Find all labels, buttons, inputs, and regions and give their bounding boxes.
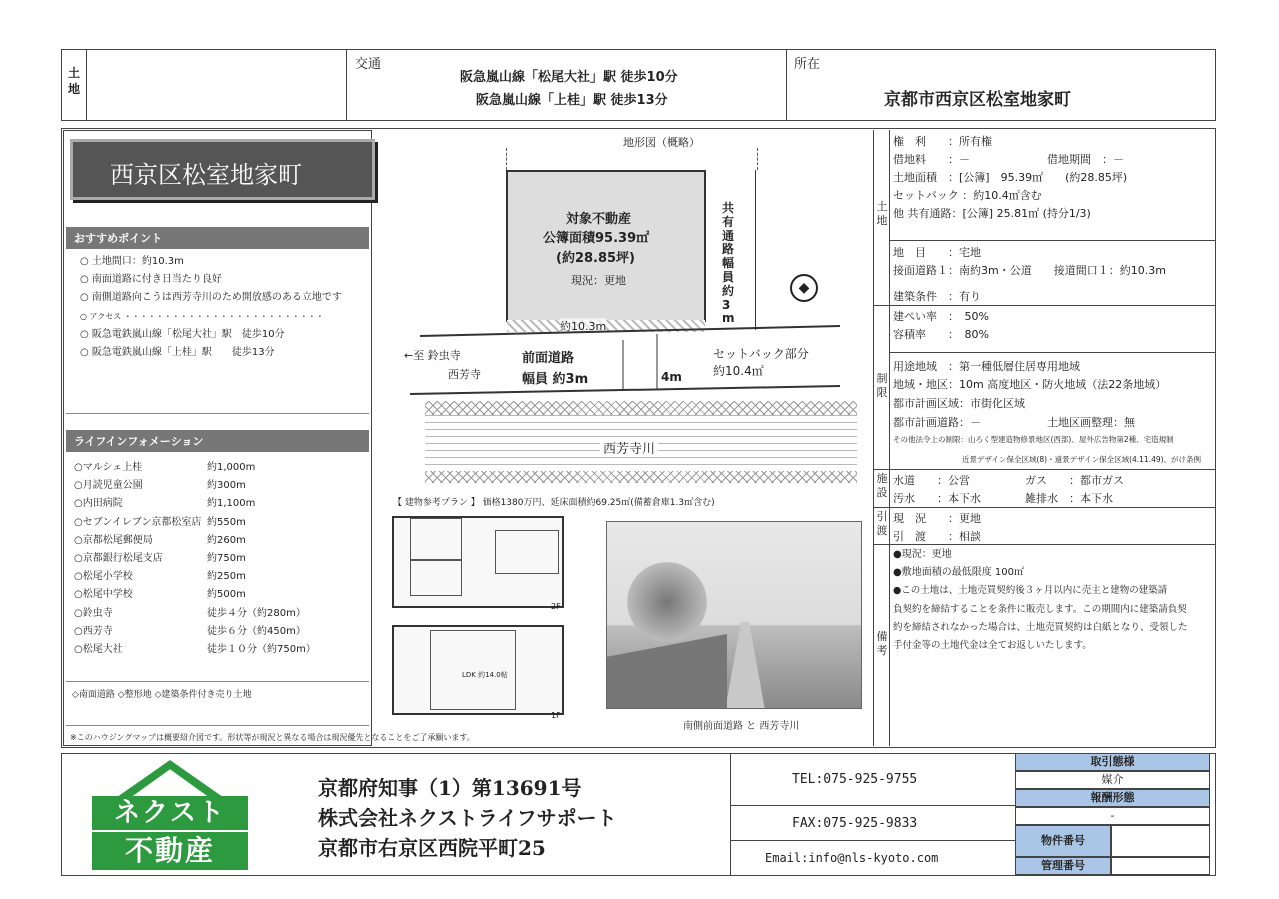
license: 京都府知事（1）第13691号 xyxy=(318,776,582,800)
life-item-name: ○京都松尾郵便局 xyxy=(74,534,153,546)
prop-no-value xyxy=(1111,825,1210,857)
points-head: おすすめポイント xyxy=(66,227,369,249)
prop-line1: 対象不動産 xyxy=(566,212,632,227)
mgmt-no-value xyxy=(1111,857,1210,875)
points-list xyxy=(80,253,342,362)
fax[interactable]: FAX:075-925-9833 xyxy=(792,816,918,831)
floor-room xyxy=(410,518,462,560)
life-item xyxy=(74,641,364,659)
life-item xyxy=(74,586,364,604)
life-item-name: ○月読児童公園 xyxy=(74,480,143,492)
divider xyxy=(730,840,1015,841)
fee-value: - xyxy=(1015,807,1210,825)
divider xyxy=(346,49,347,121)
divider xyxy=(873,507,1215,508)
life-list xyxy=(74,459,364,659)
logo-text1: ネクスト xyxy=(92,796,248,830)
right-row: 地 目 ：宅地 xyxy=(893,246,981,259)
life-item-distance: 約260m xyxy=(207,534,246,546)
divider xyxy=(86,49,87,121)
map-dashed-line xyxy=(506,148,507,170)
deal-value: 媒介 xyxy=(1015,771,1210,789)
handover-section-label: 引渡 xyxy=(876,510,888,538)
life-item-name: ○松尾中学校 xyxy=(74,589,133,601)
divider xyxy=(873,469,1215,470)
life-item-name: ○マルシェ上桂 xyxy=(74,462,143,473)
list-item: ●敷地面積の最低限度 100㎡ xyxy=(893,567,1024,579)
photo-caption: 南側前面道路 と 西芳寺川 xyxy=(683,721,800,732)
footnote: ※このハウジングマップは概要紹介図です。形状等が現況と異なる場合は現況優先となることをご了承願います。 xyxy=(70,733,475,742)
plan-title: 【 建物参考プラン 】 価格1380万円、延床面積約69.25㎡(備蓄倉庫1.3㎡含む) xyxy=(393,498,715,508)
life-item-distance: 徒歩１０分（約750m） xyxy=(207,644,316,656)
right-row: セットバック ：約10.4㎡含む xyxy=(893,189,1042,202)
right-row: 建ぺい率 ： 50% xyxy=(893,310,989,323)
list-item: ●この土地は、土地売買契約後３ヶ月以内に売主と建物の建築請 xyxy=(893,585,1168,597)
river-bank xyxy=(425,471,857,483)
street-photo xyxy=(606,521,862,709)
list-item: ○ 土地間口：約10.3m xyxy=(80,256,184,267)
tel[interactable]: TEL:075-925-9755 xyxy=(792,772,918,787)
list-item: ○ アクセス ・・・・・・・・・・・・・・・・・・・・・・・・・ xyxy=(80,311,324,321)
prop-line2: 公簿面積95.39㎡ xyxy=(543,231,650,246)
life-item-distance: 約550m xyxy=(207,516,246,528)
company: 株式会社ネクストライフサポート xyxy=(318,806,617,830)
life-item-distance: 約750m xyxy=(207,553,246,565)
four-m: 4m xyxy=(661,370,682,384)
location-value: 京都市西京区松室地家町 xyxy=(884,90,1071,110)
right-row: 権 利 ：所有権 xyxy=(893,135,992,148)
life-head: ライフインフォメーション xyxy=(66,430,369,452)
right-row: 建築条件 ：有り xyxy=(893,290,981,303)
transport-line1: 阪急嵐山線「松尾大社」駅 徒歩10分 xyxy=(460,70,678,85)
floor-room xyxy=(410,560,462,596)
to-temple2: 西芳寺 xyxy=(448,368,481,381)
life-item xyxy=(74,459,364,477)
logo xyxy=(90,760,250,872)
divider xyxy=(889,240,1215,241)
notes-section-label: 備考 xyxy=(876,630,888,658)
email[interactable]: Email:info@nls-kyoto.com xyxy=(765,851,939,865)
life-item-distance: 徒歩６分（約450m） xyxy=(207,625,306,637)
prop-line4: 現況：更地 xyxy=(571,274,626,287)
features: ◇南面道路 ◇整形地 ◇建築条件付き売り土地 xyxy=(72,690,252,700)
divider xyxy=(730,805,1015,806)
prop-no-label: 物件番号 xyxy=(1015,825,1111,857)
right-row: その他法令上の制限：山ろく型建造物修景地区(西部)、屋外広告物第2種、宅造規制 xyxy=(893,435,1174,444)
ldk-label: LDK 約14.0帖 xyxy=(462,671,508,679)
road-line1: 前面道路 xyxy=(522,351,575,366)
divider xyxy=(66,413,369,414)
right-row: 地域・地区：10m 高度地区・防火地域（法22条地域） xyxy=(893,378,1167,391)
setback2: 約10.4㎡ xyxy=(713,364,764,378)
logo-text2: 不動産 xyxy=(92,832,248,870)
floor-label-2f: 2F xyxy=(551,602,561,611)
life-item-name: ○松尾大社 xyxy=(74,644,123,656)
life-item-name: ○松尾小学校 xyxy=(74,571,133,583)
transport-line2: 阪急嵐山線「上桂」駅 徒歩13分 xyxy=(476,93,668,108)
life-item xyxy=(74,532,364,550)
setback1: セットバック部分 xyxy=(713,347,809,361)
divider xyxy=(873,305,1215,306)
list-item: ○ 南面道路に付き日当たり良好 xyxy=(80,274,222,286)
right-row: 他 共有通路：[公簿] 25.81㎡ (持分1/3) xyxy=(893,207,1091,220)
divider xyxy=(730,753,731,876)
road-line2: 幅員 約3m xyxy=(522,372,589,387)
map-title: 地形図（概略） xyxy=(623,136,700,149)
life-item-name: ○セブンイレブン京都松室店 xyxy=(74,516,202,528)
header-land-label: 土地 xyxy=(68,66,81,96)
right-row: 水道 ：公営 ガス ：都市ガス xyxy=(893,474,1124,487)
notes-list xyxy=(893,546,1188,655)
divider xyxy=(889,352,1215,353)
right-row: 都市計画道路：－ 土地区画整理：無 xyxy=(893,416,1135,429)
address: 京都市右京区西院平町25 xyxy=(318,836,546,860)
mgmt-no-label: 管理番号 xyxy=(1015,857,1111,875)
life-item xyxy=(74,605,364,623)
property-lot xyxy=(506,170,706,322)
life-item xyxy=(74,495,364,513)
life-item-distance: 徒歩４分（約280m） xyxy=(207,607,306,619)
life-item xyxy=(74,477,364,495)
right-row: 近景デザイン保全区域(8)・遠景デザイン保全区域(4.11.49)、がけ条例 xyxy=(962,455,1202,464)
life-item-distance: 約500m xyxy=(207,589,246,601)
list-item: ○ 阪急電鉄嵐山線「上桂」駅 徒歩13分 xyxy=(80,347,275,359)
prop-line3: (約28.85坪) xyxy=(556,251,636,266)
right-row: 接面道路１：南約3m・公道 接道間口１：約10.3m xyxy=(893,264,1166,277)
right-row: 現 況 ：更地 xyxy=(893,512,981,525)
life-item-distance: 約250m xyxy=(207,571,246,583)
facility-section-label: 施設 xyxy=(876,472,888,500)
fee-head: 報酬形態 xyxy=(1015,789,1210,807)
list-item: ○ 南側道路向こうは西芳寺川のため開放感のある立地です xyxy=(80,292,342,304)
right-row: 汚水 ：本下水 雑排水 ：本下水 xyxy=(893,492,1113,505)
life-item-name: ○鈴虫寺 xyxy=(74,607,113,619)
life-item-name: ○西芳寺 xyxy=(74,625,113,637)
deal-head: 取引態様 xyxy=(1015,753,1210,771)
life-item-distance: 約1,000m xyxy=(207,462,256,473)
compass-icon: ◆ xyxy=(790,274,818,302)
area-title: 西京区松室地家町 xyxy=(110,161,302,189)
life-item xyxy=(74,623,364,641)
life-item-name: ○内田病院 xyxy=(74,498,123,510)
life-item-name: ○京都銀行松尾支店 xyxy=(74,553,163,565)
land-section-label: 土地 xyxy=(876,200,888,228)
life-item xyxy=(74,550,364,568)
list-item: 手付金等の土地代金は全てお返しいたします。 xyxy=(893,640,1092,652)
right-row: 用途地域 ：第一種低層住居専用地域 xyxy=(893,360,1080,373)
map-dashed-line xyxy=(757,148,758,170)
location-label: 所在 xyxy=(794,57,821,72)
right-row: 容積率 ： 80% xyxy=(893,328,989,341)
divider xyxy=(873,544,1215,545)
river-bank xyxy=(425,401,857,415)
floor-room xyxy=(495,530,559,574)
life-item-distance: 約1,100m xyxy=(207,498,256,510)
limit-section-label: 制限 xyxy=(876,372,888,400)
life-item xyxy=(74,514,364,532)
list-item: 約を締結されなかった場合は、土地売買契約は白紙となり、受領した xyxy=(893,621,1188,633)
divider xyxy=(889,130,890,746)
right-row: 土地面積 ：[公簿] 95.39㎡ (約28.85坪) xyxy=(893,171,1128,184)
life-item xyxy=(74,568,364,586)
right-row: 借地料 ：－ 借地期間 ：－ xyxy=(893,153,1124,166)
floor-label-1f: 1F xyxy=(551,711,561,720)
right-row: 都市計画区域：市街化区域 xyxy=(893,397,1025,410)
list-item: 負契約を締結することを条件に販売します。この期間内に建築請負契 xyxy=(893,603,1187,615)
divider xyxy=(786,49,787,121)
list-item: ●現況：更地 xyxy=(893,549,952,560)
shared-road-label: 共有通路幅員約3m xyxy=(722,201,735,326)
life-item-distance: 約300m xyxy=(207,480,246,492)
transport-label: 交通 xyxy=(355,57,382,72)
to-temple1: ←至 鈴虫寺 xyxy=(404,349,461,362)
right-row: 引 渡 ：相談 xyxy=(893,530,981,543)
list-item: ○ 阪急電鉄嵐山線「松尾大社」駅 徒歩10分 xyxy=(80,328,285,340)
river-label: 西芳寺川 xyxy=(600,438,658,457)
frontage: 約10.3m xyxy=(560,320,607,333)
